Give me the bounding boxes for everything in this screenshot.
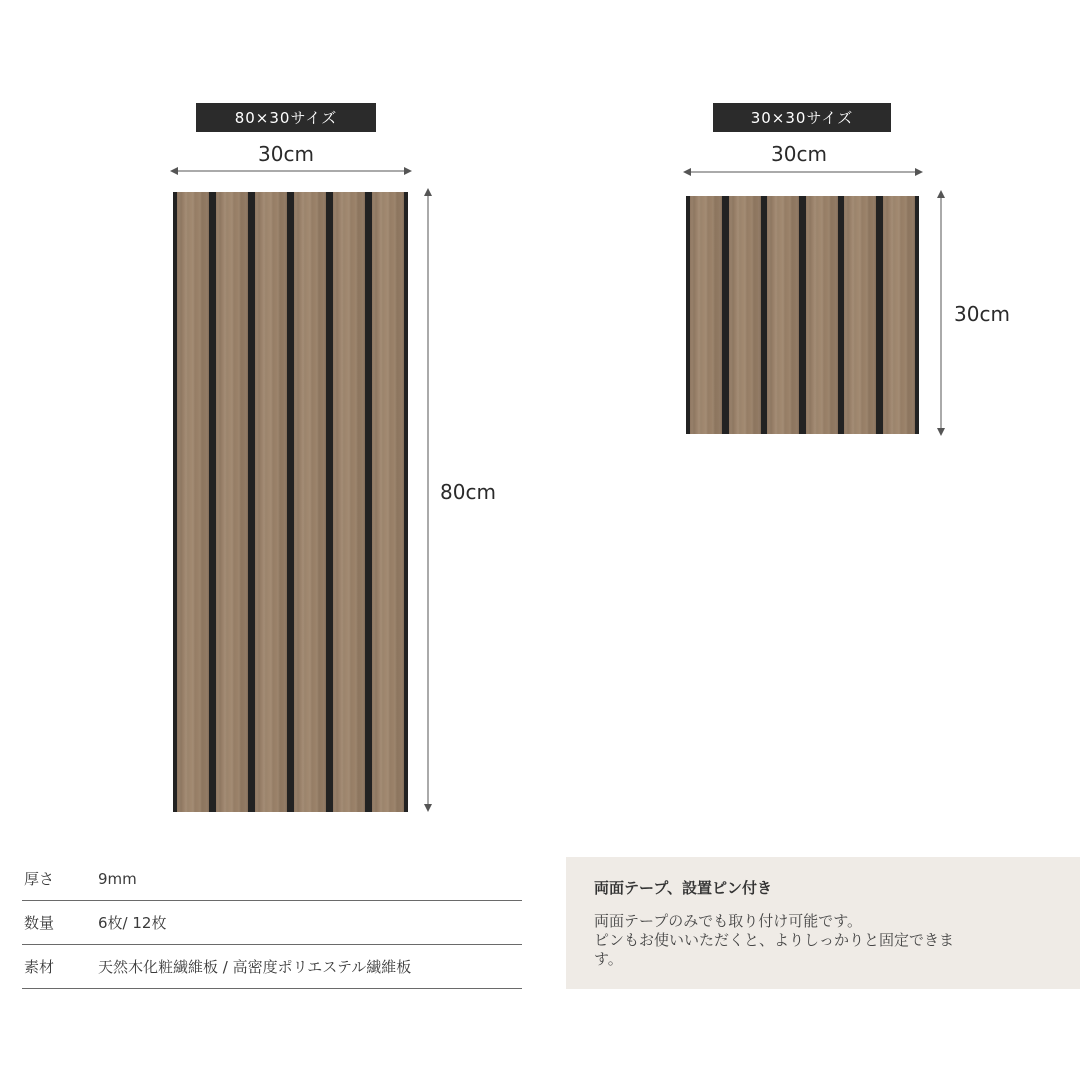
wood-slat xyxy=(844,196,876,434)
wood-slat xyxy=(729,196,761,434)
wood-slat xyxy=(333,192,365,812)
wood-slat xyxy=(255,192,287,812)
note-line: す。 xyxy=(594,950,623,968)
spec-value: 6枚/ 12枚 xyxy=(98,914,167,932)
wood-slat xyxy=(216,192,248,812)
wood-slat xyxy=(883,196,915,434)
wood-slat xyxy=(690,196,722,434)
spec-value: 9mm xyxy=(98,869,137,888)
height-dimension-label: 80cm xyxy=(440,480,496,504)
note-line: ピンもお使いいただくと、よりしっかりと固定できま xyxy=(594,931,955,949)
width-dimension-arrow xyxy=(683,165,923,179)
accessories-note-box xyxy=(566,857,1080,989)
spec-label: 数量 xyxy=(24,914,55,932)
spec-value: 天然木化粧繊維板 / 高密度ポリエステル繊維板 xyxy=(98,958,412,976)
spec-table xyxy=(22,857,522,989)
note-line: 両面テープのみでも取り付け可能です。 xyxy=(594,912,863,930)
spec-row-material xyxy=(22,945,522,989)
size-badge-30x30 xyxy=(713,103,891,132)
width-dimension-label: 30cm xyxy=(258,142,314,166)
size-badge-80x30 xyxy=(196,103,376,132)
spec-label: 素材 xyxy=(24,958,55,976)
height-dimension-arrow xyxy=(421,188,435,812)
width-dimension-label: 30cm xyxy=(771,142,827,166)
wood-slat xyxy=(767,196,799,434)
spec-label: 厚さ xyxy=(24,870,55,888)
wood-slat xyxy=(806,196,838,434)
wood-slat xyxy=(177,192,209,812)
height-dimension-label: 30cm xyxy=(954,302,1010,326)
width-dimension-arrow xyxy=(170,164,412,178)
acoustic-panel-30x30-image xyxy=(686,196,919,434)
wood-slat xyxy=(372,192,404,812)
spec-row-thickness xyxy=(22,857,522,901)
note-title: 両面テープ、設置ピン付き xyxy=(594,879,773,897)
note-body xyxy=(594,912,1052,969)
acoustic-panel-80x30-image xyxy=(173,192,408,812)
size-badge-label: 30×30サイズ xyxy=(750,109,854,127)
wood-slat xyxy=(294,192,326,812)
spec-row-quantity xyxy=(22,901,522,945)
height-dimension-arrow xyxy=(934,190,948,436)
size-badge-label: 80×30サイズ xyxy=(234,109,338,127)
